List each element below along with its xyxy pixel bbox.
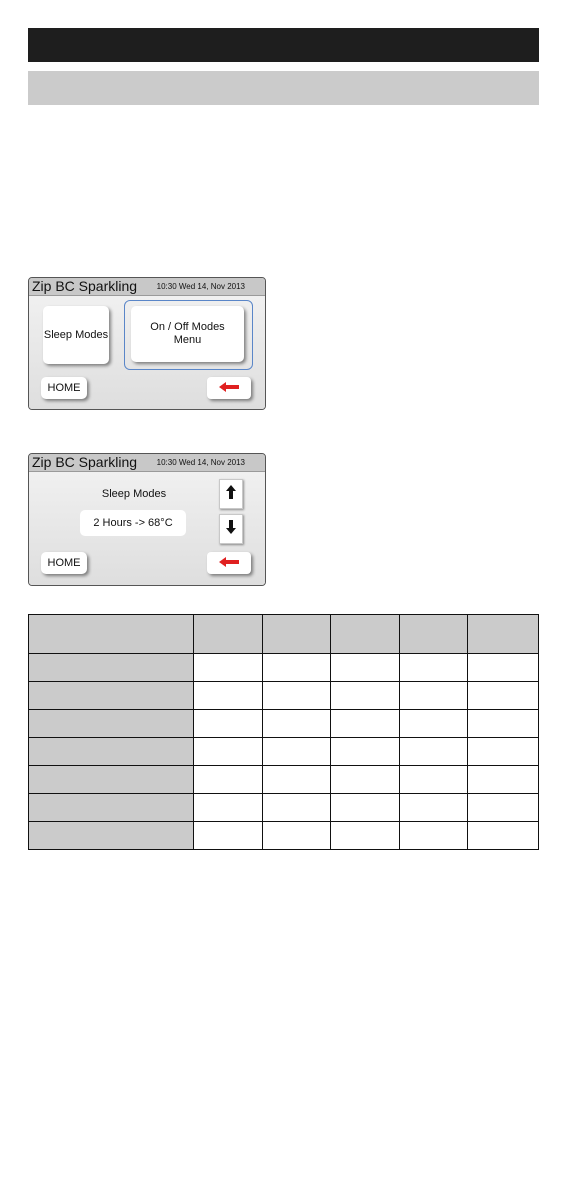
table-cell [400, 766, 468, 794]
blank-settings-table [28, 614, 539, 850]
table-header-row [29, 615, 539, 654]
screen-header [29, 278, 265, 296]
table-header-cell [263, 615, 331, 654]
sleep-modes-label: Sleep Modes [43, 328, 109, 341]
table-row-label [29, 738, 194, 766]
header-bar-dark [28, 28, 539, 62]
table-row [29, 738, 539, 766]
screen-header [29, 454, 265, 472]
table-cell [468, 766, 539, 794]
table-cell [263, 682, 331, 710]
menu-label: Menu [173, 334, 202, 346]
table-row-label [29, 766, 194, 794]
table-cell [468, 654, 539, 682]
table-row [29, 682, 539, 710]
on-off-modes-label: On / Off Modes [150, 321, 225, 333]
table-cell [331, 766, 400, 794]
screen-datetime: 10:30 Wed 14, Nov 2013 [156, 282, 245, 291]
table-row-label [29, 682, 194, 710]
down-button[interactable] [219, 514, 243, 544]
table-header-cell [194, 615, 263, 654]
table-header-cell [29, 615, 194, 654]
table-cell [263, 794, 331, 822]
table-cell [194, 682, 263, 710]
home-label: HOME [47, 381, 81, 394]
table-cell [194, 738, 263, 766]
sleep-mode-value: 2 Hours -> 68°C [80, 510, 186, 536]
table-cell [400, 682, 468, 710]
screen-body [29, 472, 265, 585]
touchscreen-sleep-modes [28, 453, 266, 586]
table-cell [331, 822, 400, 850]
table-cell [331, 794, 400, 822]
home-button[interactable] [41, 377, 87, 399]
back-button[interactable] [207, 552, 251, 574]
sleep-modes-heading: Sleep Modes [101, 488, 167, 500]
table-cell [331, 738, 400, 766]
back-button[interactable] [207, 377, 251, 399]
table-cell [194, 822, 263, 850]
table-cell [194, 654, 263, 682]
up-button[interactable] [219, 479, 243, 509]
table-header-cell [400, 615, 468, 654]
home-label: HOME [47, 556, 81, 569]
table-row [29, 710, 539, 738]
left-arrow-icon [219, 554, 239, 572]
sleep-modes-button[interactable] [43, 306, 109, 364]
table-cell [468, 822, 539, 850]
header-bar-grey [28, 71, 539, 105]
on-off-modes-menu-button[interactable] [131, 306, 244, 362]
table-cell [468, 794, 539, 822]
table-cell [263, 822, 331, 850]
table-cell [194, 766, 263, 794]
table-cell [331, 710, 400, 738]
table-cell [263, 766, 331, 794]
table-cell [400, 738, 468, 766]
table-cell [194, 794, 263, 822]
table-row [29, 794, 539, 822]
table-cell [194, 710, 263, 738]
table-cell [400, 794, 468, 822]
table-cell [263, 738, 331, 766]
table-row [29, 822, 539, 850]
table-cell [263, 710, 331, 738]
table-row-label [29, 822, 194, 850]
table-row-label [29, 794, 194, 822]
screen-title: Zip BC Sparkling [32, 278, 138, 294]
down-arrow-icon [226, 520, 236, 539]
table-cell [263, 654, 331, 682]
table-header-cell [331, 615, 400, 654]
screen-title: Zip BC Sparkling [32, 454, 138, 470]
table-cell [331, 654, 400, 682]
home-button[interactable] [41, 552, 87, 574]
touchscreen-main-menu [28, 277, 266, 410]
left-arrow-icon [219, 379, 239, 397]
table-row-label [29, 710, 194, 738]
table-cell [400, 710, 468, 738]
table-row [29, 766, 539, 794]
table-cell [400, 654, 468, 682]
table-cell [400, 822, 468, 850]
table-cell [468, 710, 539, 738]
table-cell [331, 682, 400, 710]
table-cell [468, 738, 539, 766]
table-row [29, 654, 539, 682]
up-arrow-icon [226, 485, 236, 504]
table-cell [468, 682, 539, 710]
screen-datetime: 10:30 Wed 14, Nov 2013 [156, 458, 245, 467]
screen-body [29, 296, 265, 409]
table-header-cell [468, 615, 539, 654]
table-row-label [29, 654, 194, 682]
